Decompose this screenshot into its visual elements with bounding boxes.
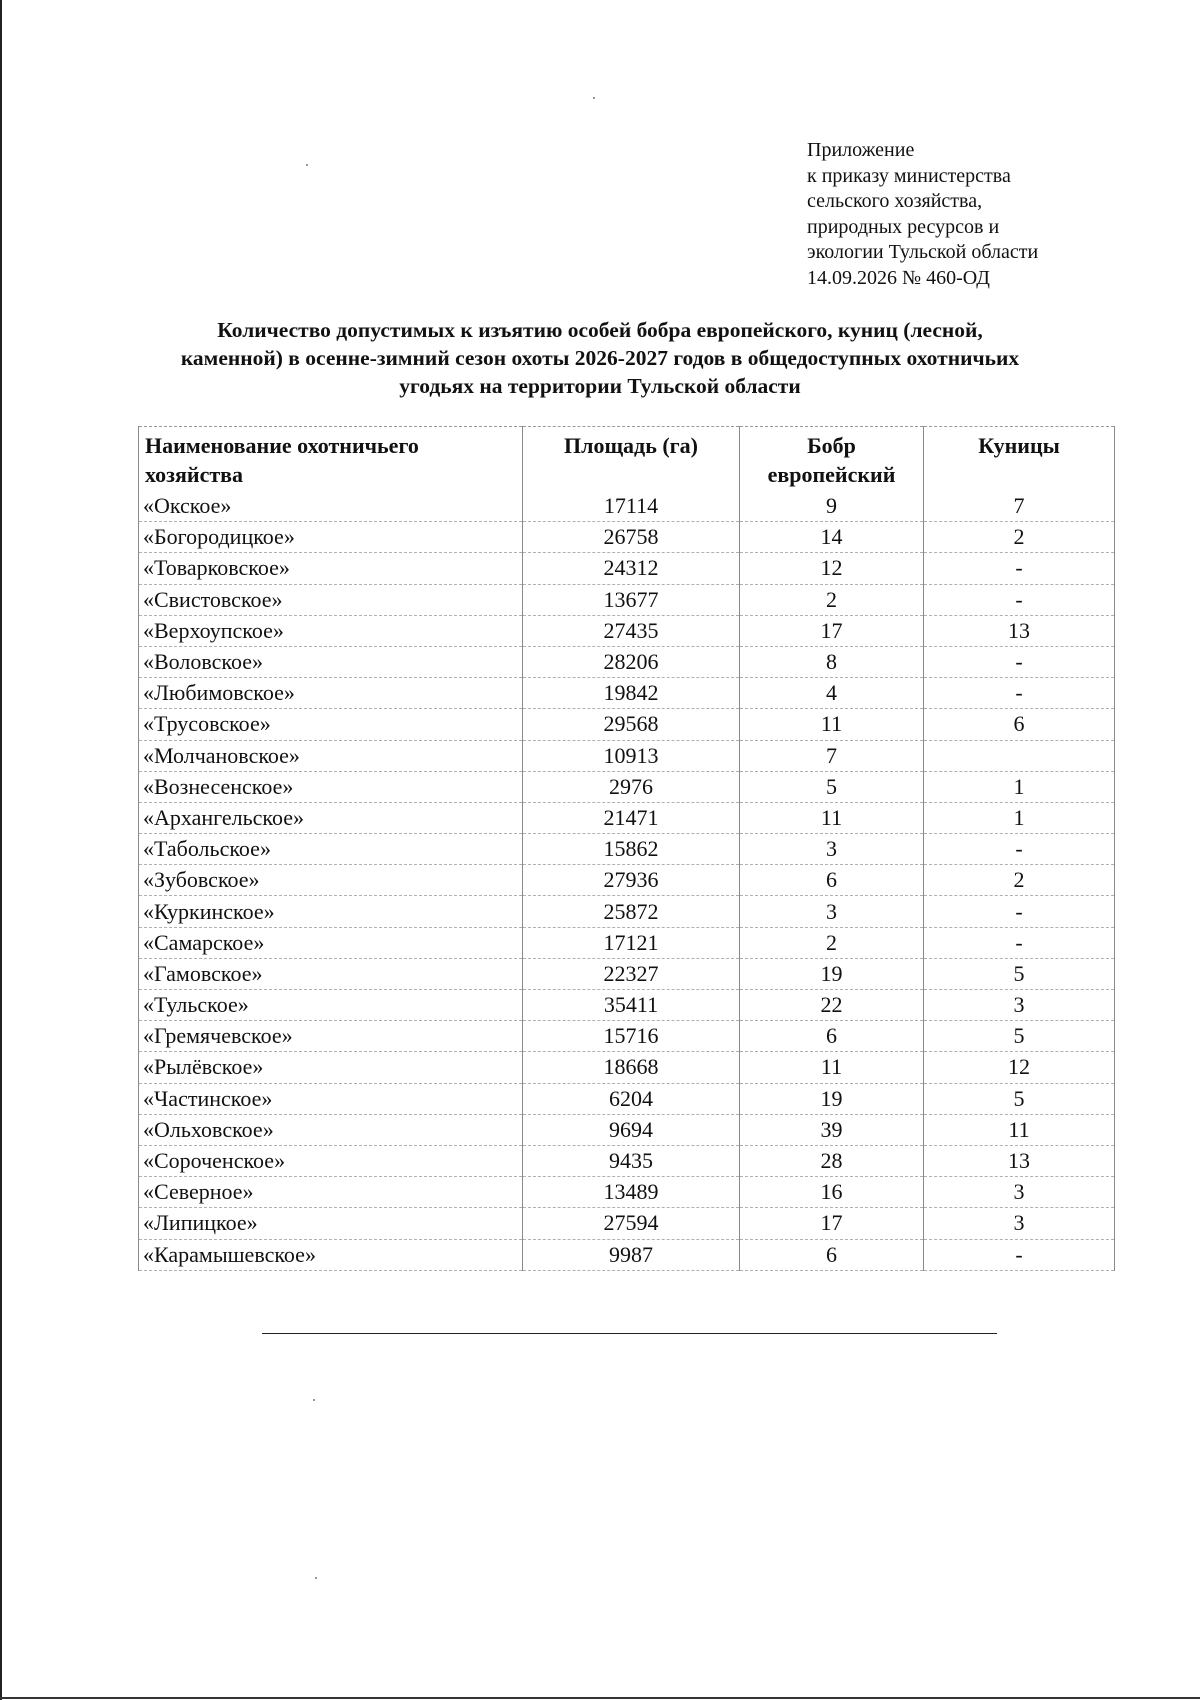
- appendix-line: экологии Тульской области: [807, 241, 1039, 263]
- cell-marten: 5: [924, 1083, 1115, 1114]
- cell-beaver: 6: [740, 1021, 924, 1052]
- cell-area: 29568: [523, 709, 740, 740]
- cell-beaver: 2: [740, 584, 924, 615]
- cell-marten: -: [924, 896, 1115, 927]
- table-row: [139, 896, 1115, 927]
- cell-area: 27936: [523, 865, 740, 896]
- table-row: [139, 1083, 1115, 1114]
- cell-beaver: 19: [740, 1083, 924, 1114]
- cell-name: «Архангельское»: [139, 802, 523, 833]
- cell-area: 35411: [523, 990, 740, 1021]
- cell-area: 13677: [523, 584, 740, 615]
- table-row: [139, 927, 1115, 958]
- cell-beaver: 11: [740, 1052, 924, 1083]
- cell-area: 9694: [523, 1114, 740, 1145]
- table-row: [139, 990, 1115, 1021]
- cell-area: 22327: [523, 958, 740, 989]
- cell-marten: 13: [924, 615, 1115, 646]
- appendix-line: природных ресурсов и: [807, 215, 1000, 238]
- cell-marten: -: [924, 646, 1115, 677]
- table-header-row: [139, 427, 1115, 492]
- cell-marten: 3: [924, 990, 1115, 1021]
- cell-name: «Гремячевское»: [139, 1021, 523, 1052]
- cell-marten: 12: [924, 1052, 1115, 1083]
- table-row: [139, 709, 1115, 740]
- cell-name: «Вознесенское»: [139, 771, 523, 802]
- table-row: [139, 584, 1115, 615]
- cell-marten: -: [924, 1239, 1115, 1270]
- cell-area: 27435: [523, 615, 740, 646]
- cell-name: «Зубовское»: [139, 865, 523, 896]
- cell-name: «Рылёвское»: [139, 1052, 523, 1083]
- cell-beaver: 12: [740, 553, 924, 584]
- cell-marten: -: [924, 584, 1115, 615]
- cell-marten: 11: [924, 1114, 1115, 1145]
- cell-name: «Ольховское»: [139, 1114, 523, 1145]
- cell-area: 27594: [523, 1208, 740, 1239]
- table-row: [139, 1114, 1115, 1145]
- cell-beaver: 6: [740, 865, 924, 896]
- cell-name: «Куркинское»: [139, 896, 523, 927]
- cell-area: 6204: [523, 1083, 740, 1114]
- appendix-block: [807, 138, 1038, 291]
- title-line: Количество допустимых к изъятию особей бобра европейского, куниц (лесной,: [217, 318, 983, 342]
- cell-name: «Частинское»: [139, 1083, 523, 1114]
- cell-area: 19842: [523, 678, 740, 709]
- table-row: [139, 834, 1115, 865]
- cell-marten: 3: [924, 1208, 1115, 1239]
- cell-beaver: 7: [740, 740, 924, 771]
- table-row: [139, 1021, 1115, 1052]
- cell-name: «Северное»: [139, 1177, 523, 1208]
- cell-beaver: 5: [740, 771, 924, 802]
- scan-speck: [593, 97, 595, 99]
- cell-area: 28206: [523, 646, 740, 677]
- cell-marten: -: [924, 553, 1115, 584]
- cell-beaver: 17: [740, 615, 924, 646]
- column-header-area: Площадь (га): [523, 427, 740, 492]
- cell-name: «Молчановское»: [139, 740, 523, 771]
- cell-name: «Свистовское»: [139, 584, 523, 615]
- cell-beaver: 28: [740, 1145, 924, 1176]
- cell-name: «Воловское»: [139, 646, 523, 677]
- cell-marten: 3: [924, 1177, 1115, 1208]
- cell-name: «Сороченское»: [139, 1145, 523, 1176]
- cell-name: «Трусовское»: [139, 709, 523, 740]
- cell-name: «Самарское»: [139, 927, 523, 958]
- cell-area: 17121: [523, 927, 740, 958]
- table-row: [139, 615, 1115, 646]
- page-edge-left: [0, 0, 2, 1700]
- cell-name: «Тульское»: [139, 990, 523, 1021]
- page-edge-bottom: [0, 1697, 1200, 1699]
- cell-name: «Товарковское»: [139, 553, 523, 584]
- cell-marten: 1: [924, 802, 1115, 833]
- cell-area: 18668: [523, 1052, 740, 1083]
- cell-area: 17114: [523, 491, 740, 522]
- cell-name: «Верхоупское»: [139, 615, 523, 646]
- title-line: угодьях на территории Тульской области: [399, 374, 801, 398]
- scan-speck: [313, 1399, 315, 1401]
- cell-area: 15862: [523, 834, 740, 865]
- cell-beaver: 4: [740, 678, 924, 709]
- appendix-line: Приложение: [807, 139, 915, 161]
- table-body: [139, 491, 1115, 1270]
- cell-marten: 6: [924, 709, 1115, 740]
- cell-area: 9987: [523, 1239, 740, 1270]
- table-row: [139, 646, 1115, 677]
- document-title: [120, 316, 1080, 400]
- table-row: [139, 1145, 1115, 1176]
- cell-beaver: 6: [740, 1239, 924, 1270]
- cell-beaver: 11: [740, 802, 924, 833]
- table-row: [139, 553, 1115, 584]
- cell-marten: 5: [924, 958, 1115, 989]
- closing-line: [262, 1333, 997, 1334]
- table-row: [139, 1052, 1115, 1083]
- cell-beaver: 3: [740, 834, 924, 865]
- quota-table: [138, 426, 1115, 1271]
- table-row: [139, 1208, 1115, 1239]
- cell-marten: 2: [924, 865, 1115, 896]
- cell-name: «Богородицкое»: [139, 522, 523, 553]
- cell-marten: 13: [924, 1145, 1115, 1176]
- column-header-beaver: Бобр европейский: [740, 427, 924, 492]
- table-row: [139, 491, 1115, 522]
- cell-name: «Липицкое»: [139, 1208, 523, 1239]
- cell-beaver: 39: [740, 1114, 924, 1145]
- cell-marten: -: [924, 927, 1115, 958]
- table-row: [139, 865, 1115, 896]
- column-header-name: Наименование охотничьего хозяйства: [139, 427, 523, 492]
- cell-area: 9435: [523, 1145, 740, 1176]
- cell-name: «Карамышевское»: [139, 1239, 523, 1270]
- table-row: [139, 802, 1115, 833]
- cell-beaver: 16: [740, 1177, 924, 1208]
- column-header-marten: Куницы: [924, 427, 1115, 492]
- scan-speck: [306, 164, 308, 166]
- cell-name: «Гамовское»: [139, 958, 523, 989]
- cell-area: 21471: [523, 802, 740, 833]
- cell-beaver: 19: [740, 958, 924, 989]
- appendix-line: к приказу министерства: [807, 164, 1011, 187]
- cell-name: «Табольское»: [139, 834, 523, 865]
- cell-area: 26758: [523, 522, 740, 553]
- cell-area: 15716: [523, 1021, 740, 1052]
- table-row: [139, 1177, 1115, 1208]
- cell-beaver: 2: [740, 927, 924, 958]
- cell-area: 25872: [523, 896, 740, 927]
- cell-name: «Любимовское»: [139, 678, 523, 709]
- cell-beaver: 17: [740, 1208, 924, 1239]
- table-row: [139, 678, 1115, 709]
- table-row: [139, 1239, 1115, 1270]
- cell-beaver: 9: [740, 491, 924, 522]
- table-row: [139, 522, 1115, 553]
- table-row: [139, 740, 1115, 771]
- table-row: [139, 771, 1115, 802]
- cell-marten: [924, 740, 1115, 771]
- cell-area: 10913: [523, 740, 740, 771]
- cell-marten: -: [924, 678, 1115, 709]
- cell-beaver: 14: [740, 522, 924, 553]
- appendix-line: сельского хозяйства,: [807, 190, 983, 212]
- cell-area: 2976: [523, 771, 740, 802]
- cell-marten: 5: [924, 1021, 1115, 1052]
- title-line: каменной) в осенне-зимний сезон охоты 2026-2027 годов в общедоступных охотничьих: [180, 346, 1020, 370]
- cell-marten: 2: [924, 522, 1115, 553]
- cell-beaver: 11: [740, 709, 924, 740]
- cell-beaver: 22: [740, 990, 924, 1021]
- scan-speck: [315, 1577, 317, 1579]
- cell-marten: 1: [924, 771, 1115, 802]
- cell-name: «Окское»: [139, 491, 523, 522]
- cell-area: 13489: [523, 1177, 740, 1208]
- cell-area: 24312: [523, 553, 740, 584]
- appendix-date-number: 14.09.2026 № 460-ОД: [807, 266, 990, 289]
- table-row: [139, 958, 1115, 989]
- cell-marten: -: [924, 834, 1115, 865]
- cell-beaver: 3: [740, 896, 924, 927]
- cell-marten: 7: [924, 491, 1115, 522]
- cell-beaver: 8: [740, 646, 924, 677]
